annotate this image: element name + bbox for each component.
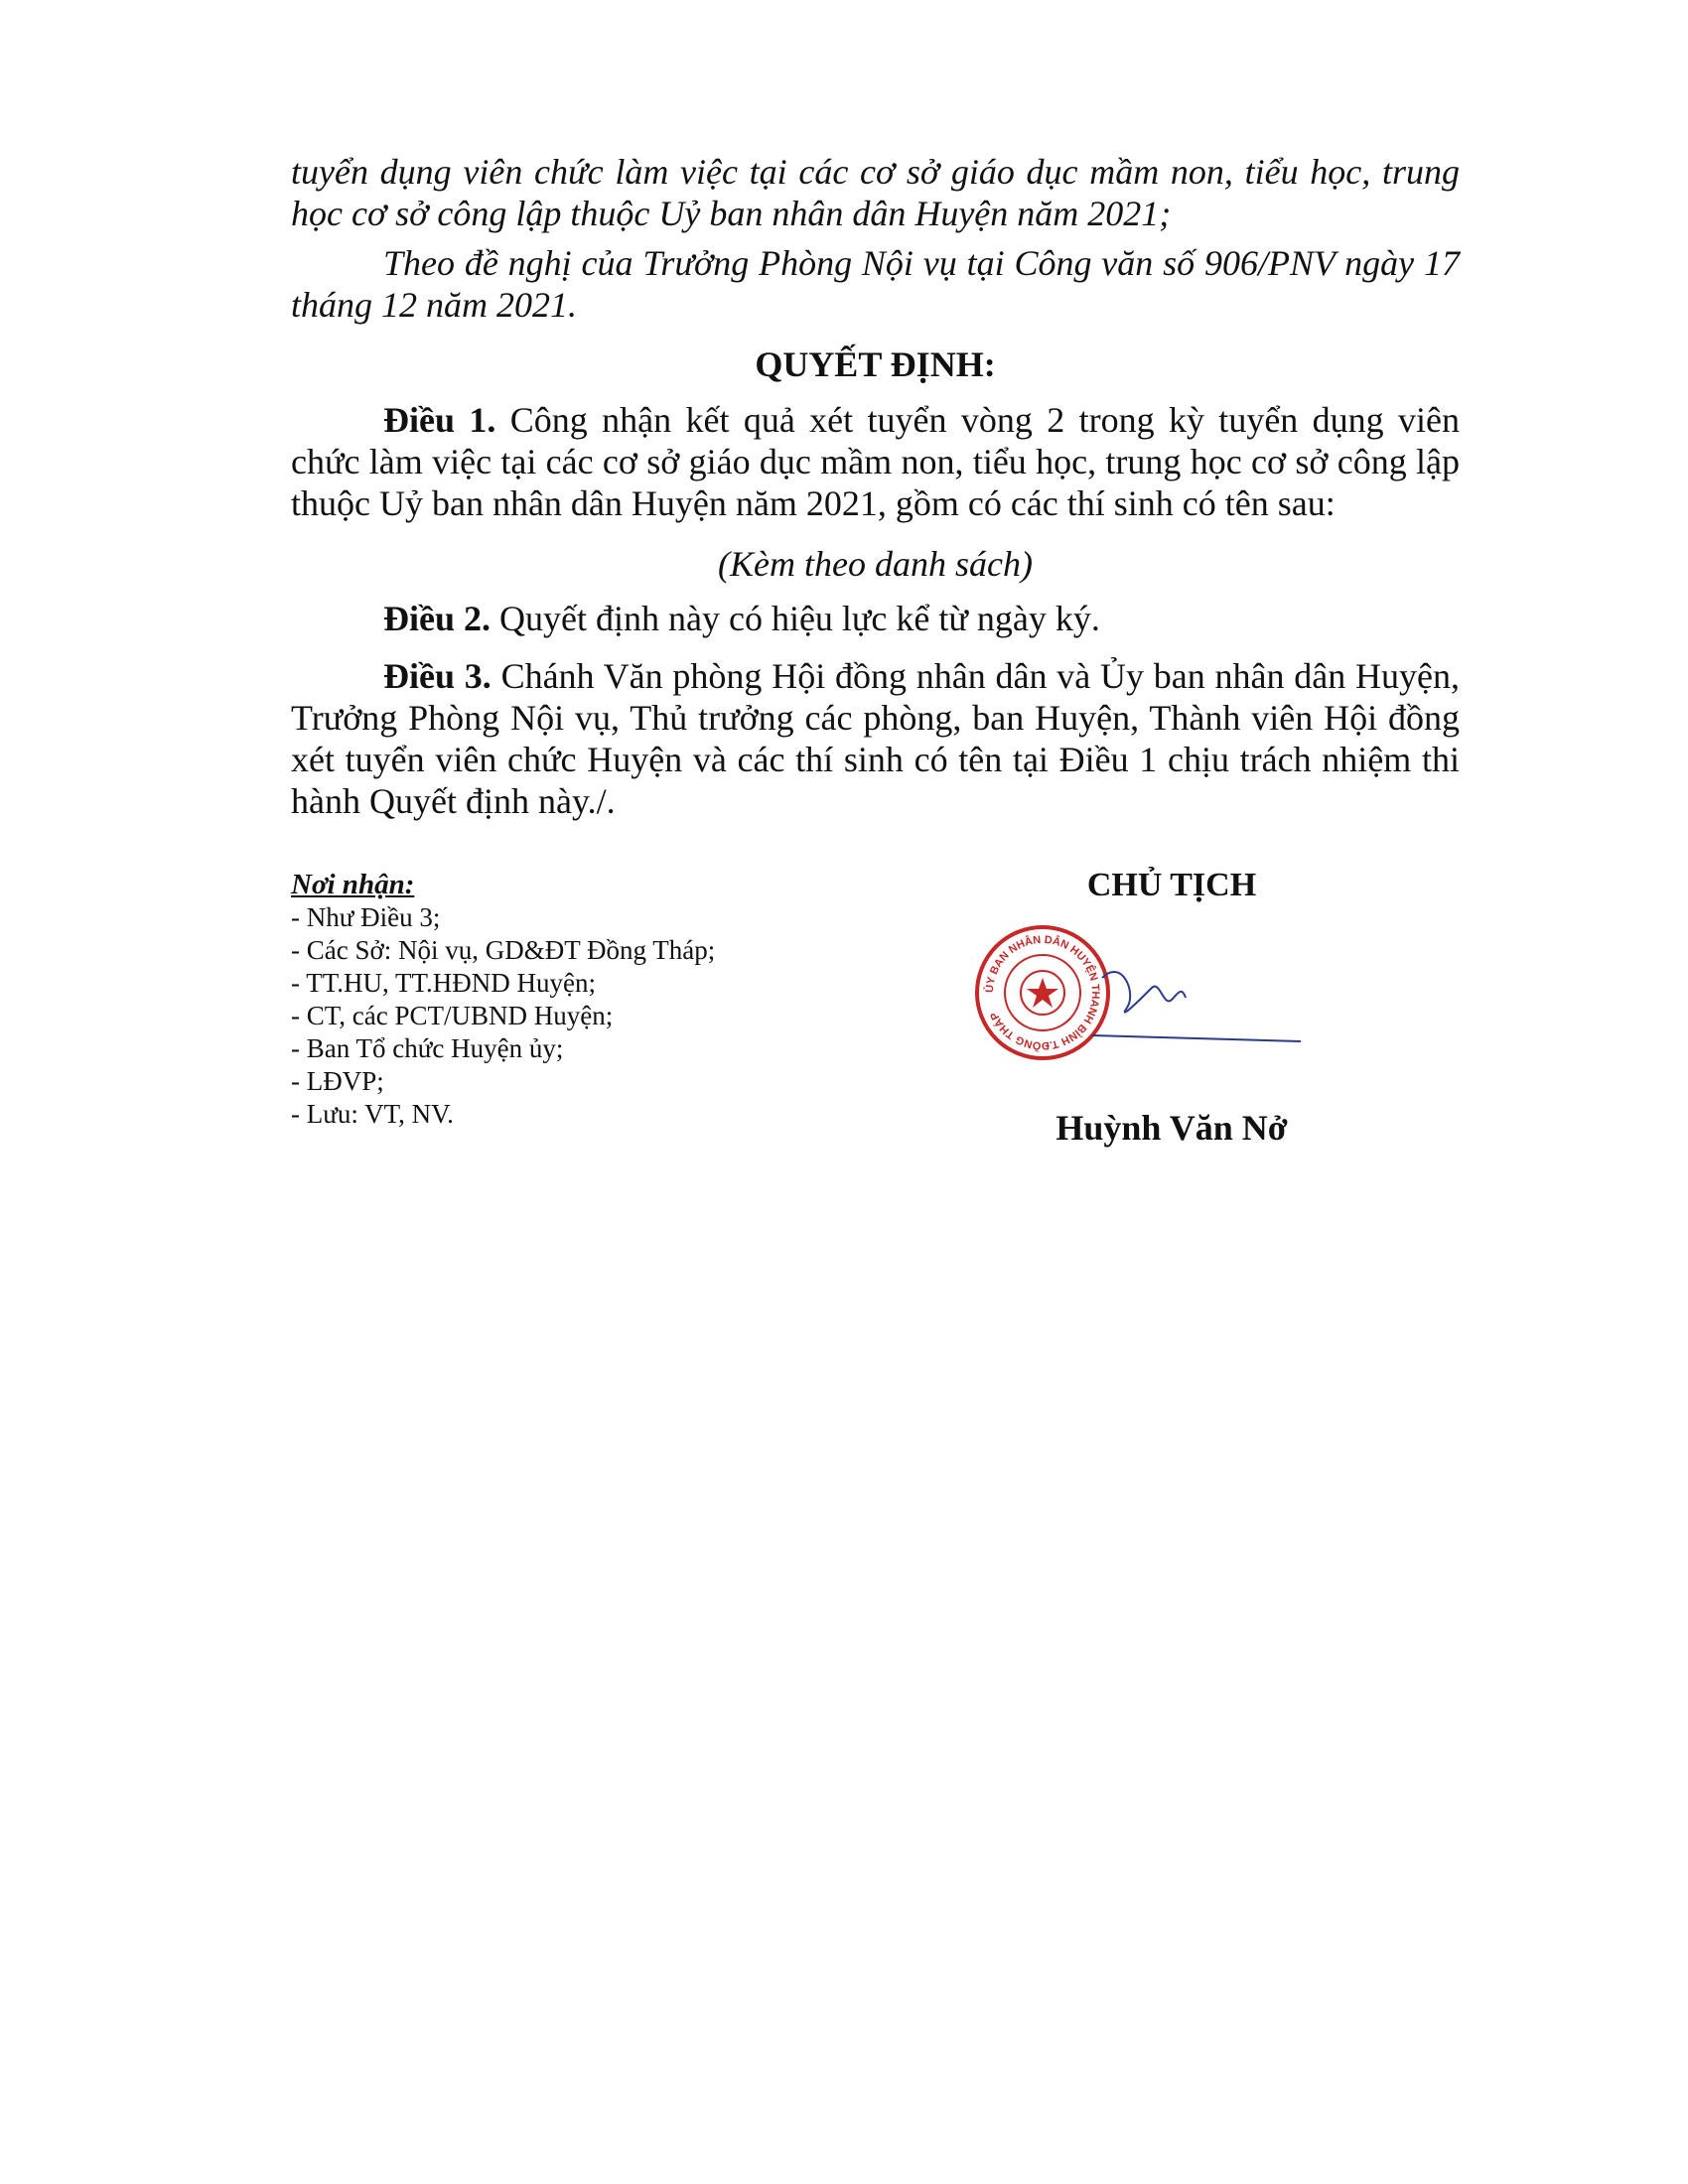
recipient-item: - TT.HU, TT.HĐND Huyện;: [291, 968, 596, 998]
article-1-label: Điều 1.: [383, 400, 496, 440]
svg-text:ỦY BAN NHÂN DÂN HUYỆN THANH BÌ: ỦY BAN NHÂN DÂN HUYỆN THANH BÌNH T.ĐỒNG THÁP: [983, 933, 1102, 1052]
preamble-clause: tuyển dụng viên chức làm việc tại các cơ sở giáo dục mầm non, tiểu học, trung học cơ sở công lập thuộc Uỷ ban nhân dân Huyện năm 2021;: [291, 152, 1460, 233]
article-2-label: Điều 2.: [383, 599, 491, 638]
handwritten-signature-icon: [1082, 938, 1311, 1057]
article-3-text: Chánh Văn phòng Hội đồng nhân dân và Ủy ban nhân dân Huyện, Trưởng Phòng Nội vụ, Thủ trưởng các phòng, ban Huyện, Thành viên Hội đồng xét tuyển viên chức Huyện và các thí sinh có tên tại Điều 1 chịu trách nhiệm thi hành Quyết định này./.: [291, 656, 1461, 821]
recipients-title: Nơi nhận:: [291, 869, 415, 900]
recipient-item: - Như Điều 3;: [291, 902, 441, 932]
attachment-note: (Kèm theo danh sách): [718, 544, 1033, 584]
proposal-clause: Theo đề nghị của Trưởng Phòng Nội vụ tại Công văn số 906/PNV ngày 17 tháng 12 năm 2021.: [291, 243, 1460, 325]
recipient-item: - CT, các PCT/UBND Huyện;: [291, 1001, 614, 1030]
article-3-label: Điều 3.: [383, 656, 492, 696]
article-3: [291, 655, 1460, 822]
article-2-text: Quyết định này có hiệu lực kể từ ngày ký.: [499, 599, 1100, 638]
recipients-block: [291, 869, 847, 1131]
recipient-item: - Lưu: VT, NV.: [291, 1099, 454, 1129]
signer-name: Huỳnh Văn Nở: [1055, 1108, 1288, 1148]
article-2: [291, 598, 1460, 639]
preamble-block: [291, 151, 1460, 326]
article-1: [291, 399, 1460, 524]
recipient-item: - LĐVP;: [291, 1066, 384, 1096]
recipient-item: - Các Sở: Nội vụ, GD&ĐT Đồng Tháp;: [291, 935, 716, 965]
article-1-text: Công nhận kết quả xét tuyển vòng 2 trong kỳ tuyển dụng viên chức làm việc tại các cơ sở giáo dục mầm non, tiểu học, trung học cơ sở công lập thuộc Uỷ ban nhân dân Huyện năm 2021, gồm có các thí sinh có tên sau:: [291, 400, 1461, 523]
decision-heading: QUYẾT ĐỊNH:: [755, 344, 996, 384]
attachment-note-block: [291, 543, 1460, 585]
signer-title: CHỦ TỊCH: [1086, 867, 1257, 903]
recipient-item: - Ban Tổ chức Huyện ủy;: [291, 1033, 564, 1063]
